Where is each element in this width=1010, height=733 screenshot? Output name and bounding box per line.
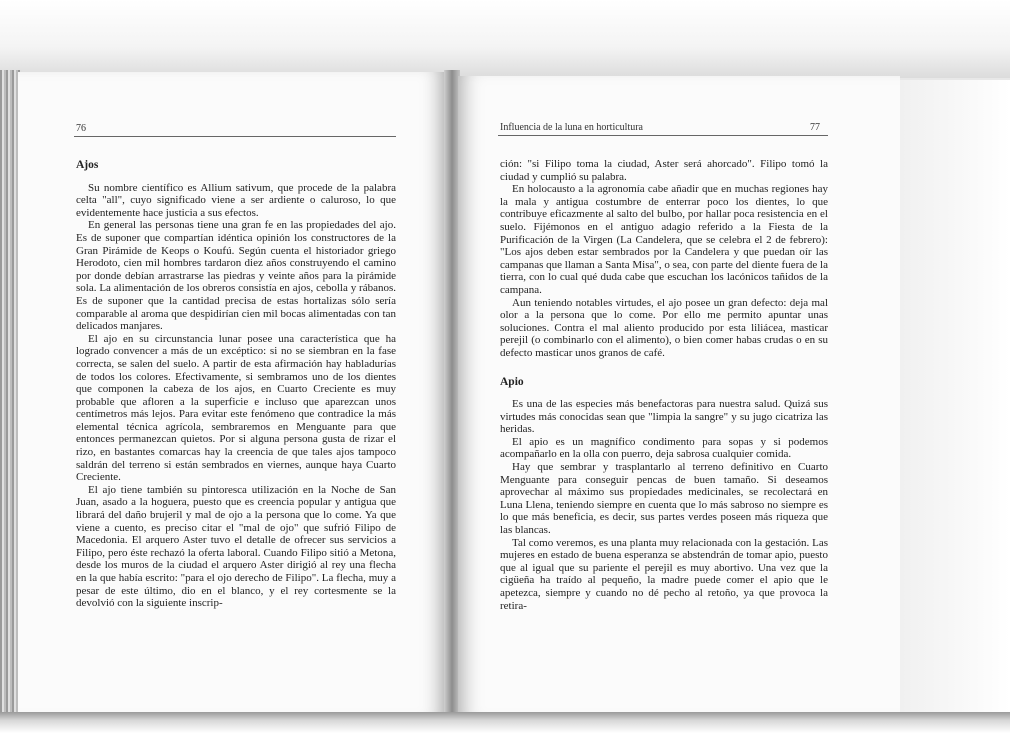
scan-background-bottom [0,712,1010,733]
section-spacer [500,360,828,372]
paragraph: Es una de las especies más benefactoras para nuestra salud. Quizá sus virtudes más conocidas sean que "limpia la sangre" y su jugo cicatriza las heridas. [500,398,828,436]
header-rule-left [74,136,396,137]
page-number-right: 77 [810,122,820,133]
scan-background-right [900,80,1010,720]
right-page-body [500,158,828,612]
left-page [18,72,446,717]
paragraph: El ajo en su circunstancia lunar posee una característica que ha logrado convencer a más de un excéptico: si no se siembran en la fase correcta, se salen del suelo. A partir de esta afirmación hay habladurías de todos los colores. Efectivamente, si sembramos uno de los dientes que componen la cabeza de los ajos, en Cuarto Creciente es muy probable que afloren a la superficie e incluso que aparezcan unos centímetros más lejos. Para evitar este fenómeno que contradice la más elemental técnica agrícola, sembraremos en Menguante para que entonces permanezcan quietos. Por si alguna persona gusta de rizar el rizo, en bastantes comarcas hay la creencia de que tales ajos tampoco saldrán del terreno si están sembrados en viernes, aunque haya Cuarto Creciente. [76,332,396,484]
section-title-apio: Apio [500,375,524,388]
section-title-ajos: Ajos [76,159,99,171]
paragraph: Hay que sembrar y trasplantarlo al terreno definitivo en Cuarto Menguante para conseguir pencas de buen tamaño. Si deseamos aprovechar al máximo sus propiedades medicinales, se recolectará en Luna Llena, teniendo siempre en cuenta que lo más sabroso no siempre es lo que más beneficia, es decir, sus partes verdes poseen más riqueza que las blancas. [500,461,828,537]
paragraph: Aun teniendo notables virtudes, el ajo posee un gran defecto: deja mal olor a la persona que lo come. Por ello me permito apuntar unas soluciones. Contra el mal aliento producido por esta liliácea, masticar perejil (o combinarlo con el alimento), o bien comer habas crudas o en su defecto masticar unos granos de café. [500,296,828,359]
right-page [458,76,900,717]
paragraph: En general las personas tiene una gran fe en las propiedades del ajo. Es de suponer que compartían idéntica opinión los constructores de la Gran Pirámide de Keops o Koufú. Según cuenta el historiador griego Herodoto, cien mil hombres tardaron diez años construyendo el camino por donde debían arrastrarse las piedras y veinte años para la pirámide sola. La alimentación de los obreros consistía en ajos, cebolla y rábanos. Es de suponer que la cantidad precisa de estas hortalizas sólo sería comparable al aroma que despidirían cien mil bocas alimentadas con tan delicados manjares. [76,219,396,333]
scan-background-top [0,0,1010,78]
paragraph: Tal como veremos, es una planta muy relacionada con la gestación. Las mujeres en estado de buena esperanza se abstendrán de tomar apio, puesto que al igual que su pariente el perejil es muy abortivo. Una vez que la cigüeña ha traído al pequeño, la madre puede comer el apio que le apetezca, siempre y cuando no dé pecho al retoño, ya que provoca la retira- [500,536,828,612]
page-number-left: 76 [76,123,86,134]
header-rule-right [498,135,828,136]
left-page-body [76,159,396,610]
running-head-title: Influencia de la luna en horticultura [500,122,643,133]
paragraph: El ajo tiene también su pintoresca utilización en la Noche de San Juan, asado a la hoguera, puesto que es creencia popular y antigua que librará del daño brujeril y mal de ojo a la persona que lo come. Ya que viene a cuento, es preciso citar el "mal de ojo" que sufrió Filipo de Macedonia. El arquero Aster tuvo el detalle de ofrecer sus servicios a Filipo, pero éste rechazó la oferta laboral. Cuando Filipo sitió a Metona, desde los muros de la ciudad el arquero Aster dirigió al rey una flecha en la que había escrito: "para el ojo derecho de Filipo". La flecha, muy a pesar de este último, dio en el blanco, y el rey cortesmente se la devolvió con la siguiente inscrip- [76,483,396,610]
paragraph: Su nombre científico es Allium sativum, que procede de la palabra celta "all", cuyo significado viene a ser ardiente o caluroso, lo que evidentemente hace justicia a sus efectos. [76,181,396,219]
paragraph: El apio es un magnífico condimento para sopas y si podemos acompañarlo en la olla con puerro, deja sabrosa cualquier comida. [500,435,828,461]
paragraph-continued: ción: "si Filipo toma la ciudad, Aster será ahorcado". Filipo tomó la ciudad y cumplió su palabra. [500,158,828,183]
paragraph: En holocausto a la agronomía cabe añadir que en muchas regiones hay la mala y antigua costumbre de enterrar poco los dientes, lo que contribuye eficazmente al salto del bulbo, por hallar poca resistencia en el suelo. Fijémonos en el antiguo adagio referido a la Fiesta de la Purificación de la Virgen (La Candelera, que se celebra el 2 de febrero): "Los ajos deben estar sembrados por la Candelera y que puedan oír las campanas que llaman a Santa Misa", o sea, con parte del diente fuera de la tierra, con lo cual qué duda cabe que escuchan los lacónicos tañidos de la campana. [500,183,828,296]
